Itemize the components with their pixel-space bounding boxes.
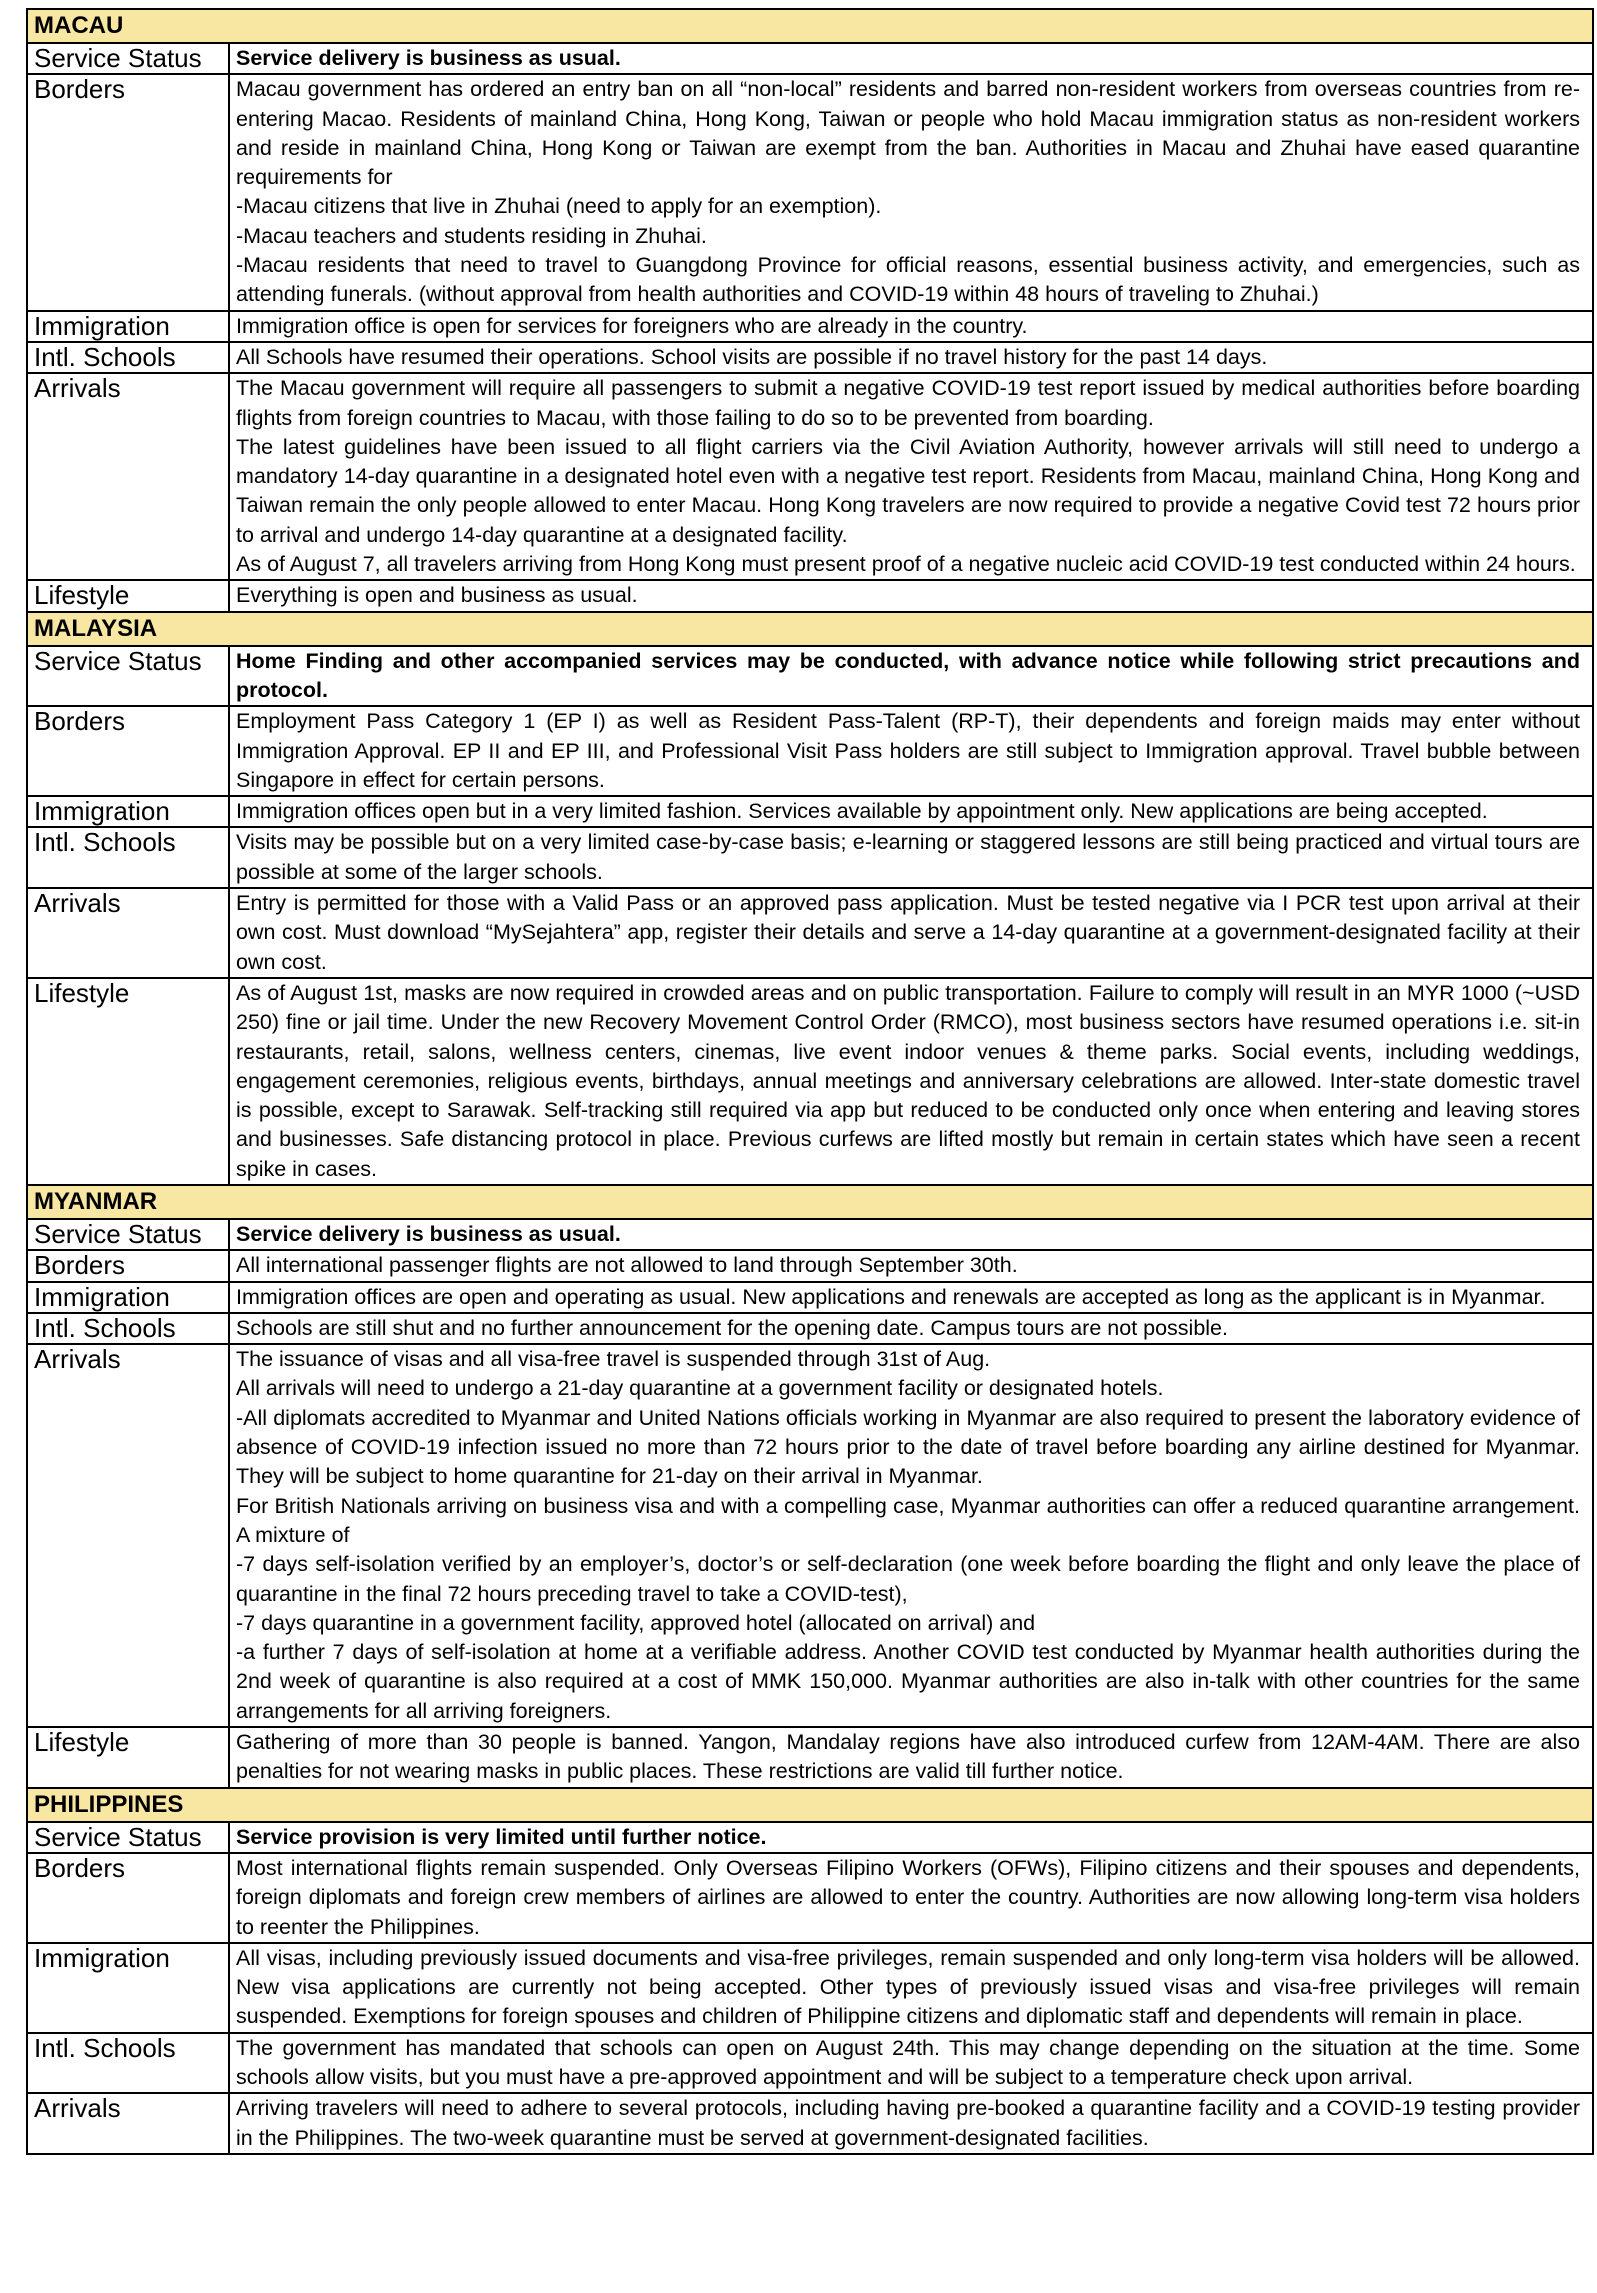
content-paragraph: As of August 7, all travelers arriving from Hong Kong must present proof of a negative nucleic acid COVID-19 test conducted within 24 hours. [236, 552, 1576, 577]
table-row [27, 888, 1593, 978]
content-paragraph: Visits may be possible but on a very limited case-by-case basis; e-learning or staggered lessons are still being practiced and virtual tours are possible at some of the larger schools. [236, 830, 1580, 884]
row-label: Immigration [27, 1282, 229, 1313]
content-paragraph: Gathering of more than 30 people is banned. Yangon, Mandalay regions have also introduced curfew from 12AM-4AM. There are also penalties for not wearing masks in public places. These restrictions are valid till further notice. [236, 1730, 1580, 1784]
table-row [27, 2093, 1593, 2154]
row-label: Intl. Schools [27, 1313, 229, 1344]
content-paragraph: Macau government has ordered an entry ban on all “non-local” residents and barred non-resident workers from overseas countries from re-entering Macao. Residents of mainland China, Hong Kong, Taiwan or people who hold Macau immigration status as non-resident workers and reside in mainland China, Hong Kong or Taiwan are exempt from the ban. Authorities in Macau and Zhuhai have eased quarantine requirements for [236, 77, 1580, 190]
content-paragraph: All arrivals will need to undergo a 21-day quarantine at a government facility or designated hotels. [236, 1376, 1164, 1401]
row-label: Lifestyle [27, 580, 229, 611]
country-header-row [27, 612, 1593, 646]
content-paragraph: -a further 7 days of self-isolation at home at a verifiable address. Another COVID test conducted by Myanmar health authorities during the 2nd week of quarantine is also required at a cost of MMK 150,000. Myanmar authorities are also in-talk with other countries for the same arrangements for all arriving foreigners. [236, 1640, 1580, 1723]
row-content [229, 43, 1593, 74]
row-label: Borders [27, 1250, 229, 1281]
table-row [27, 1250, 1593, 1281]
content-paragraph: Everything is open and business as usual. [236, 583, 638, 608]
content-paragraph: The government has mandated that schools can open on August 24th. This may change depending on the situation at the time. Some schools allow visits, but you must have a pre-approved appointment and will be subject to a temperature check upon arrival. [236, 2035, 1580, 2089]
table-row [27, 978, 1593, 1185]
content-paragraph: Service delivery is business as usual. [236, 1221, 621, 1246]
table-row [27, 2033, 1593, 2094]
country-header-row [27, 1788, 1593, 1822]
content-paragraph: The latest guidelines have been issued to all flight carriers via the Civil Aviation Authority, however arrivals will still need to undergo a mandatory 14-day quarantine in a designated hotel even with a negative test report. Residents from Macau, mainland China, Hong Kong and Taiwan remain the only people allowed to enter Macau. Hong Kong travelers are now required to provide a negative Covid test 72 hours prior to arrival and undergo 14-day quarantine at a designated facility. [236, 434, 1580, 547]
content-paragraph: -Macau teachers and students residing in Zhuhai. [236, 223, 707, 248]
table-row [27, 1853, 1593, 1943]
country-header-row [27, 1185, 1593, 1219]
row-label: Lifestyle [27, 1727, 229, 1788]
row-label: Borders [27, 74, 229, 310]
table-row [27, 1313, 1593, 1344]
row-label: Service Status [27, 646, 229, 707]
row-content [229, 580, 1593, 611]
content-paragraph: Service delivery is business as usual. [236, 46, 621, 70]
row-label: Immigration [27, 796, 229, 827]
table-row [27, 1282, 1593, 1313]
row-label: Arrivals [27, 2093, 229, 2154]
row-label: Intl. Schools [27, 342, 229, 373]
content-paragraph: The issuance of visas and all visa-free travel is suspended through 31st of Aug. [236, 1347, 991, 1372]
row-content [229, 373, 1593, 580]
content-paragraph: All international passenger flights are not allowed to land through September 30th. [236, 1253, 1018, 1278]
row-content [229, 74, 1593, 310]
row-content [229, 2093, 1593, 2154]
table-body [27, 9, 1593, 2154]
row-content [229, 2033, 1593, 2094]
table-row [27, 311, 1593, 342]
content-paragraph: Service provision is very limited until further notice. [236, 1824, 767, 1849]
table-row [27, 646, 1593, 707]
country-heading: MALAYSIA [27, 612, 1593, 646]
row-content [229, 1853, 1593, 1943]
row-label: Arrivals [27, 888, 229, 978]
content-paragraph: -7 days self-isolation verified by an employer’s, doctor’s or self-declaration (one week before boarding the flight and only leave the place of quarantine in the final 72 hours preceding travel to take a COVID-test), [236, 1552, 1580, 1606]
row-label: Intl. Schools [27, 2033, 229, 2094]
row-content [229, 827, 1593, 888]
table-row [27, 827, 1593, 888]
content-paragraph: The Macau government will require all passengers to submit a negative COVID-19 test report issued by medical authorities before boarding flights from foreign countries to Macau, with those failing to do so to be prevented from boarding. [236, 376, 1580, 430]
content-paragraph: All Schools have resumed their operations. School visits are possible if no travel history for the past 14 days. [236, 344, 1268, 369]
content-paragraph: Entry is permitted for those with a Valid Pass or an approved pass application. Must be tested negative via I PCR test upon arrival at their own cost. Must download “MySejahtera” app, register their details and serve a 14-day quarantine at a government-designated facility at their own cost. [236, 891, 1580, 974]
country-heading: PHILIPPINES [27, 1788, 1593, 1822]
content-paragraph: As of August 1st, masks are now required in crowded areas and on public transportation. Failure to comply will result in an MYR 1000 (~USD 250) fine or jail time. Under the new Recovery Movement Control Order (RMCO), most business sectors have resumed operations i.e. sit-in restaurants, retail, salons, wellness centers, cinemas, live event indoor venues & theme parks. Social events, including weddings, engagement ceremonies, religious events, birthdays, annual meetings and anniversary celebrations are allowed. Inter-state domestic travel is possible, except to Sarawak. Self-tracking still required via app but reduced to be conducted only once when entering and leaving stores and businesses. Safe distancing protocol in place. Previous curfews are lifted mostly but remain in certain states which have seen a recent spike in cases. [236, 980, 1580, 1181]
content-paragraph: All visas, including previously issued documents and visa-free privileges, remain suspended and only long-term visa holders will be allowed. New visa applications are currently not being accepted. Other types of previously issued visas and visa-free privileges will remain suspended. Exemptions for foreign spouses and children of Philippine citizens and diplomatic staff and dependents will remain in place. [236, 1945, 1580, 2029]
row-content [229, 1313, 1593, 1344]
row-label: Immigration [27, 1943, 229, 2033]
table-row [27, 74, 1593, 310]
row-content [229, 1219, 1593, 1250]
row-label: Arrivals [27, 373, 229, 580]
row-content [229, 342, 1593, 373]
table-row [27, 706, 1593, 796]
content-paragraph: Immigration offices are open and operating as usual. New applications and renewals are accepted as long as the applicant is in Myanmar. [236, 1284, 1546, 1309]
table-row [27, 796, 1593, 827]
row-label: Arrivals [27, 1344, 229, 1727]
table-row [27, 373, 1593, 580]
row-content [229, 796, 1593, 827]
row-content [229, 1282, 1593, 1313]
row-content [229, 646, 1593, 707]
content-paragraph: -Macau citizens that live in Zhuhai (need to apply for an exemption). [236, 194, 882, 219]
table-row [27, 1727, 1593, 1788]
row-content [229, 706, 1593, 796]
row-content [229, 1943, 1593, 2033]
table-row [27, 1943, 1593, 2033]
content-paragraph: -7 days quarantine in a government facility, approved hotel (allocated on arrival) and [236, 1610, 1036, 1635]
content-paragraph: Most international flights remain suspended. Only Overseas Filipino Workers (OFWs), Filipino citizens and their spouses and dependents, foreign diplomats and foreign crew members of airlines are allowed to enter the country. Authorities are now allowing long-term visa holders to reenter the Philippines. [236, 1855, 1580, 1939]
content-paragraph: Arriving travelers will need to adhere to several protocols, including having pre-booked a quarantine facility and a COVID-19 testing provider in the Philippines. The two-week quarantine must be served at government-designated facilities. [236, 2096, 1580, 2150]
row-content [229, 1727, 1593, 1788]
table-row [27, 342, 1593, 373]
content-paragraph: For British Nationals arriving on business visa and with a compelling case, Myanmar authorities can offer a reduced quarantine arrangement. A mixture of [236, 1493, 1580, 1547]
table-row [27, 1219, 1593, 1250]
row-label: Borders [27, 706, 229, 796]
country-status-table [26, 8, 1594, 2155]
row-content [229, 888, 1593, 978]
content-paragraph: -All diplomats accredited to Myanmar and United Nations officials working in Myanmar are also required to present the laboratory evidence of absence of COVID-19 infection issued no more than 72 hours prior to the date of travel before boarding any airline destined for Myanmar. They will be subject to home quarantine for 21-day on their arrival in Myanmar. [236, 1405, 1580, 1489]
row-label: Intl. Schools [27, 827, 229, 888]
country-header-row [27, 9, 1593, 43]
content-paragraph: -Macau residents that need to travel to Guangdong Province for official reasons, essential business activity, and emergencies, such as attending funerals. (without approval from health authorities and COVID-19 within 48 hours of traveling to Zhuhai.) [236, 253, 1580, 307]
row-label: Service Status [27, 1219, 229, 1250]
row-label: Borders [27, 1853, 229, 1943]
row-content [229, 978, 1593, 1185]
row-content [229, 1822, 1593, 1853]
row-content [229, 311, 1593, 342]
row-content [229, 1250, 1593, 1281]
content-paragraph: Home Finding and other accompanied services may be conducted, with advance notice while following strict precautions and protocol. [236, 648, 1580, 702]
country-heading: MYANMAR [27, 1185, 1593, 1219]
row-label: Service Status [27, 43, 229, 74]
table-row [27, 580, 1593, 611]
row-label: Service Status [27, 1822, 229, 1853]
row-content [229, 1344, 1593, 1727]
content-paragraph: Immigration office is open for services for foreigners who are already in the country. [236, 313, 1028, 338]
content-paragraph: Immigration offices open but in a very limited fashion. Services available by appointment only. New applications are being accepted. [236, 799, 1488, 824]
table-row [27, 43, 1593, 74]
row-label: Immigration [27, 311, 229, 342]
content-paragraph: Schools are still shut and no further announcement for the opening date. Campus tours are not possible. [236, 1315, 1228, 1340]
table-row [27, 1344, 1593, 1727]
country-heading: MACAU [27, 9, 1593, 43]
row-label: Lifestyle [27, 978, 229, 1185]
table-row [27, 1822, 1593, 1853]
content-paragraph: Employment Pass Category 1 (EP I) as well as Resident Pass-Talent (RP-T), their dependents and foreign maids may enter without Immigration Approval. EP II and EP III, and Professional Visit Pass holders are still subject to Immigration approval. Travel bubble between Singapore in effect for certain persons. [236, 709, 1580, 792]
